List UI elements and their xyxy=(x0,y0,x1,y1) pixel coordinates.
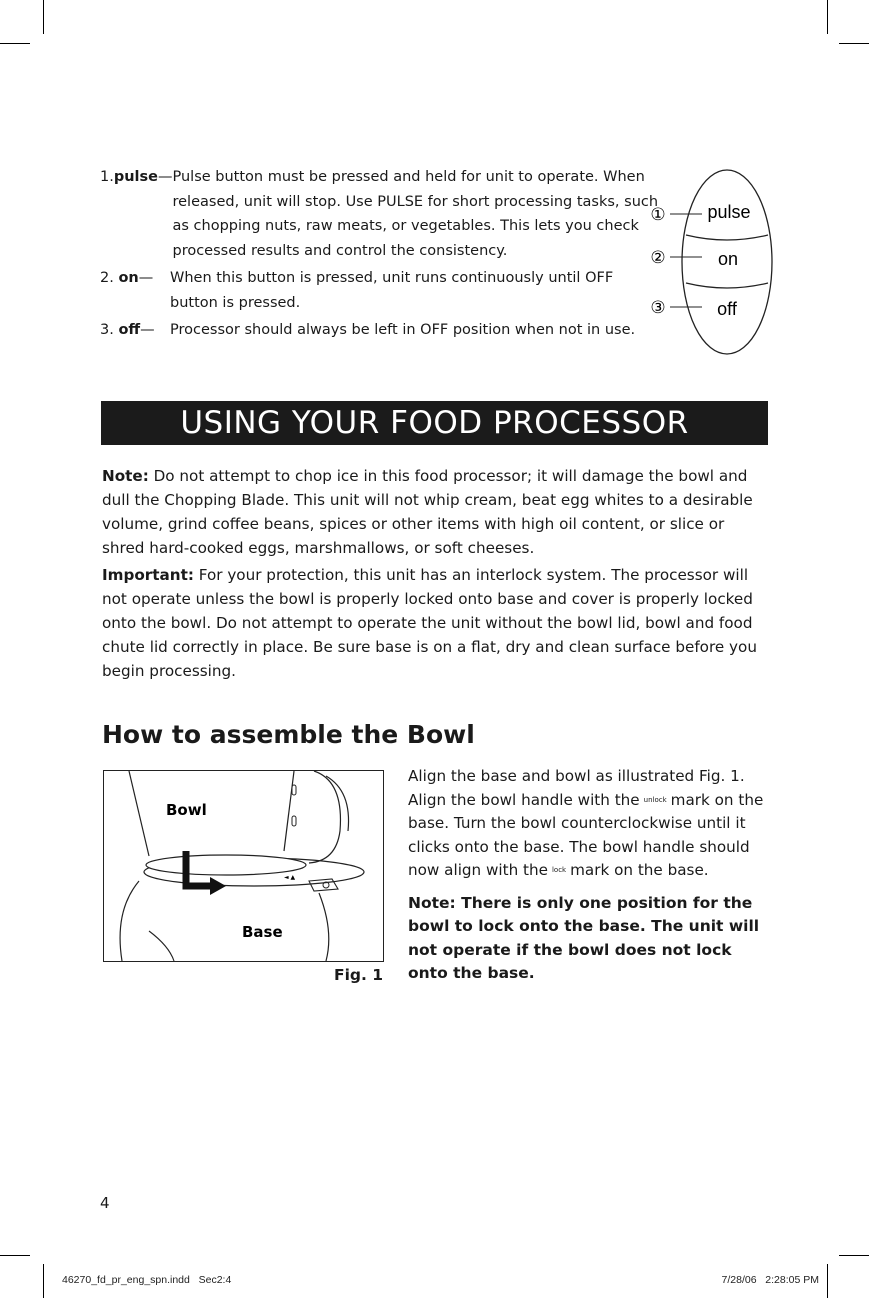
crop-mark xyxy=(43,1264,44,1298)
control-item-off: 3. off— Processor should always be left in OFF position when not in use. xyxy=(100,318,660,343)
off-button-label: off xyxy=(717,299,737,319)
assembly-instructions xyxy=(408,765,770,986)
control-term: on xyxy=(118,270,139,286)
crop-mark xyxy=(839,43,869,44)
crop-mark xyxy=(827,1264,828,1298)
control-term: pulse xyxy=(113,169,158,185)
assembly-step: Align the base and bowl as illustrated Fig. 1. xyxy=(408,767,745,785)
control-item-pulse: 1.pulse— Pulse button must be pressed and held for unit to operate. When released, unit will stop. Use PULSE for short processing tasks, such as chopping nuts, raw meats, or vegetables. This lets you check processed results and control the consistency. xyxy=(100,165,660,263)
figure-caption: Fig. 1 xyxy=(334,966,384,984)
pulse-button-label: pulse xyxy=(707,202,751,222)
important-paragraph: Important: For your protection, this unit has an interlock system. The processor will not operate unless the bowl is properly locked onto base and cover is properly locked onto the bowl. Do not attempt to operate the unit without the bowl lid, bowl and food chute lid correctly in place. Be sure base is on a flat, dry and clean surface before you begin processing. xyxy=(102,566,757,680)
footer-file-slug: 46270_fd_pr_eng_spn.indd Sec2:4 xyxy=(62,1274,232,1286)
bowl-base-illustration xyxy=(104,771,383,961)
important-label: Important: xyxy=(102,566,194,584)
crop-mark xyxy=(839,1255,869,1256)
section-banner: USING YOUR FOOD PROCESSOR xyxy=(101,401,768,445)
button-panel-diagram xyxy=(640,165,780,360)
base-label: Base xyxy=(242,923,283,941)
control-term: off xyxy=(118,322,141,338)
control-description: When this button is pressed, unit runs continuously until OFF button is pressed. xyxy=(170,270,614,311)
unlock-icon: unlock xyxy=(643,795,667,804)
control-description: Pulse button must be pressed and held for unit to operate. When released, unit will stop. Use PULSE for short processing tasks, such as chopping nuts, raw meats, or vegetables. This lets you check processed results and control the consistency. xyxy=(172,169,659,259)
callout-number: ③ xyxy=(650,298,666,318)
assembly-step: Align the bowl handle with the unlock mark on the base. Turn the bowl counterclockwise until it clicks onto the base. The bowl handle should now align with the lock mark on the base. xyxy=(408,790,764,879)
control-descriptions xyxy=(100,165,660,346)
callout-number: ② xyxy=(650,248,666,268)
control-description: Processor should always be left in OFF position when not in use. xyxy=(170,322,636,338)
bowl-label: Bowl xyxy=(166,801,207,819)
svg-text:◄ ▲: ◄ ▲ xyxy=(284,874,296,881)
note-paragraph: Note: Do not attempt to chop ice in this food processor; it will damage the bowl and dull the Chopping Blade. This unit will not whip cream, beat egg whites to a desirable volume, grind coffee beans, spices or other items with high oil content, or slice or shred hard-cooked eggs, marshmallows, or soft cheeses. xyxy=(102,467,753,557)
page-number: 4 xyxy=(100,1194,110,1212)
on-button-label: on xyxy=(717,249,739,269)
crop-mark xyxy=(43,0,44,34)
crop-mark xyxy=(0,1255,30,1256)
button-panel-illustration xyxy=(640,165,780,360)
note-label: Note: xyxy=(102,467,149,485)
crop-mark xyxy=(827,0,828,34)
callout-number: ① xyxy=(650,205,666,225)
crop-mark xyxy=(0,43,30,44)
assembly-note: Note: There is only one position for the bowl to lock onto the base. The unit will not operate if the bowl does not lock onto the base. xyxy=(408,893,760,982)
figure-bowl-assembly xyxy=(103,770,384,962)
lock-icon: lock xyxy=(551,866,567,874)
section-heading: How to assemble the Bowl xyxy=(102,720,475,749)
footer-timestamp: 7/28/06 2:28:05 PM xyxy=(721,1274,819,1286)
control-item-on: 2. on— When this button is pressed, unit runs continuously until OFF button is pressed. xyxy=(100,266,660,315)
